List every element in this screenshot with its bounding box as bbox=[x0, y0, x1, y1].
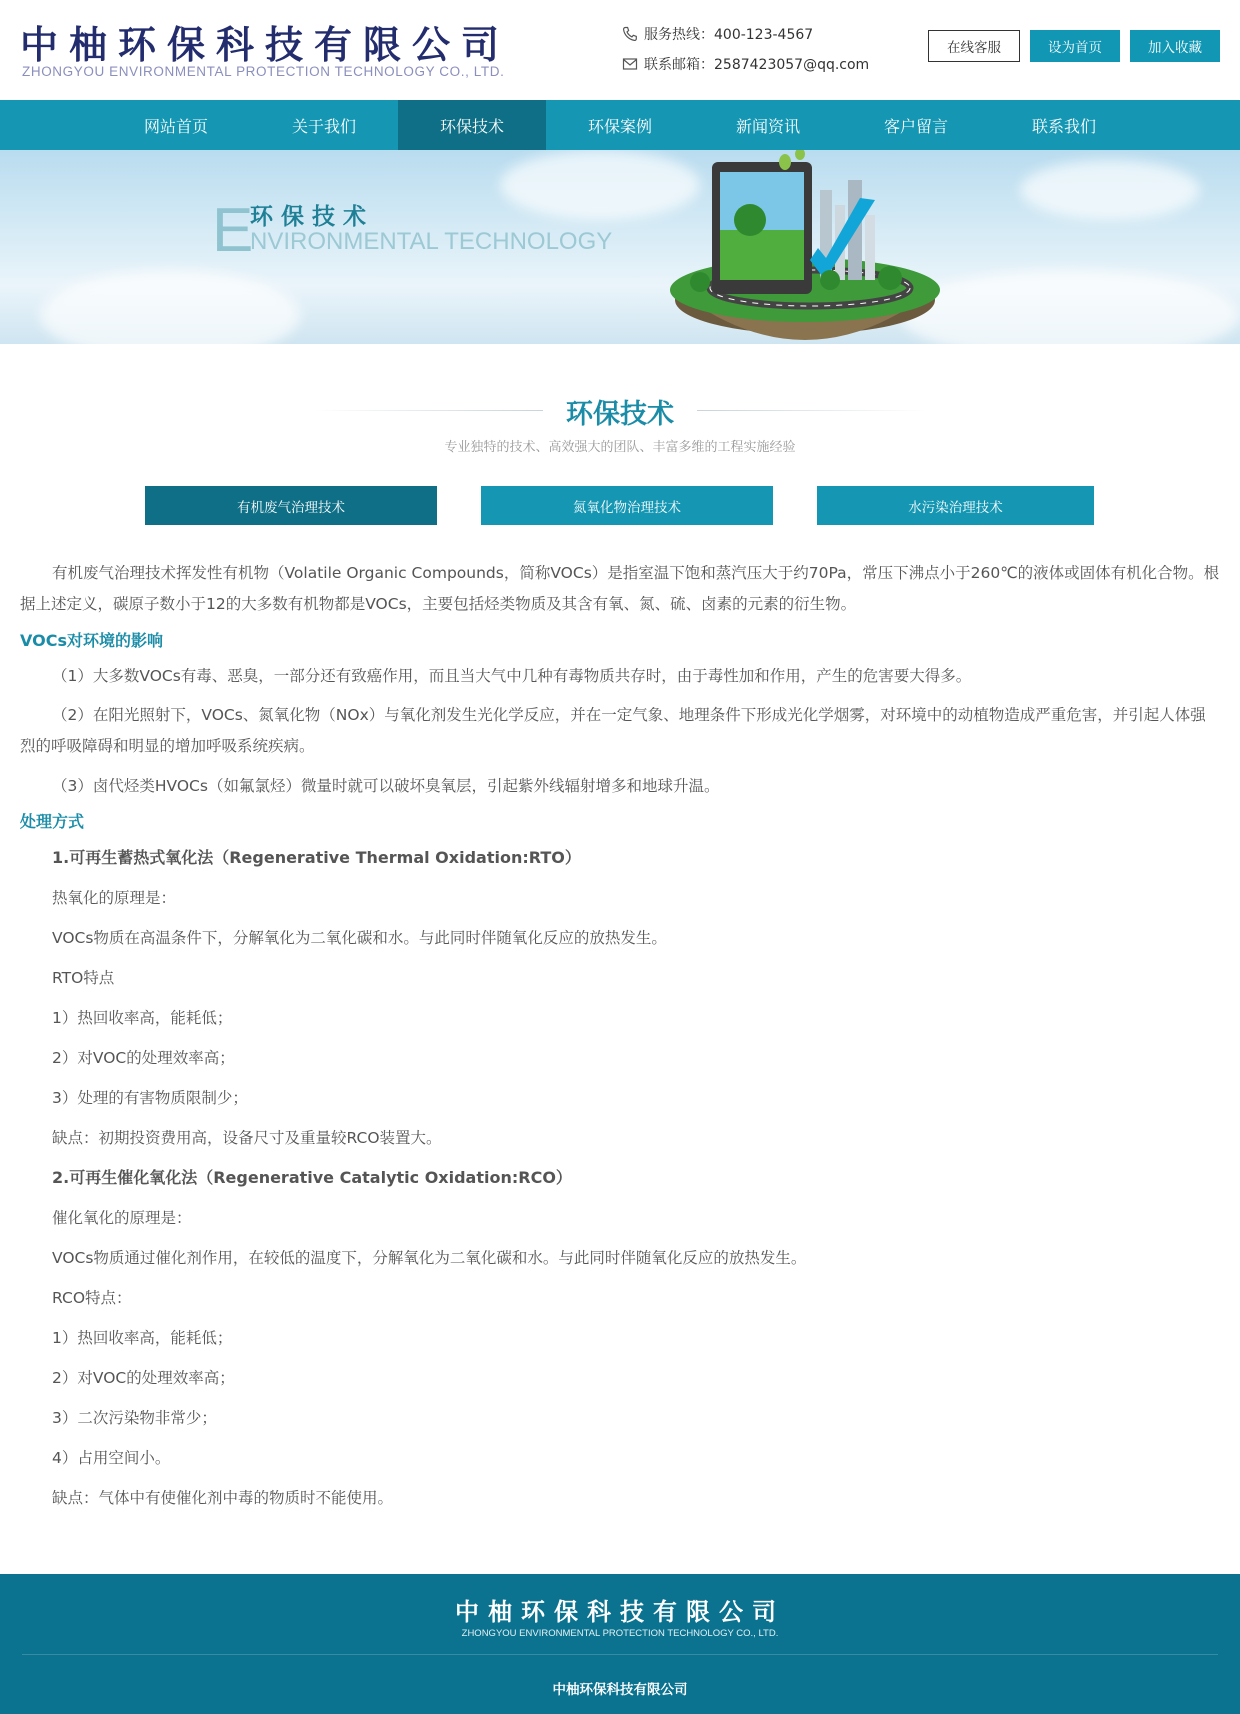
banner-cloud bbox=[900, 270, 1240, 344]
footer-company-en: ZHONGYOU ENVIRONMENTAL PROTECTION TECHNOLOGY CO., LTD. bbox=[461, 1628, 779, 1639]
add-favorite-button[interactable]: 加入收藏 bbox=[1130, 30, 1220, 62]
rto-feature-1: 1）热回收率高，能耗低； bbox=[52, 1009, 233, 1027]
section-title: 环保技术 bbox=[566, 399, 674, 430]
rco-feature-4: 4）占用空间小。 bbox=[52, 1449, 171, 1467]
banner-title-en: NVIRONMENTAL TECHNOLOGY bbox=[250, 228, 613, 255]
article-intro: 有机废气治理技术挥发性有机物（Volatile Organic Compounds，简称VOCs）是指室温下饱和蒸汽压大于约70Pa，常压下沸点小于260℃的液体或固体有机化合物。根据上述定义，碳原子数小于12的大多数有机物都是VOCs，主要包括烃类物质及其含有氧、氮、硫、卤素的元素的衍生物。 bbox=[20, 564, 1220, 613]
footer-divider bbox=[22, 1654, 1218, 1655]
banner-cloud bbox=[1020, 160, 1200, 220]
impact-heading: VOCs对环境的影响 bbox=[20, 631, 163, 650]
rco-principle: VOCs物质通过催化剂作用，在较低的温度下，分解氧化为二氧化碳和水。与此同时伴随氧化反应的放热发生。 bbox=[52, 1249, 807, 1267]
tab-organic-waste-gas[interactable]: 有机废气治理技术 bbox=[145, 486, 437, 525]
rco-features-label: RCO特点： bbox=[52, 1289, 132, 1307]
nav-item-news[interactable]: 新闻资讯 bbox=[735, 116, 800, 136]
banner-cloud bbox=[40, 270, 300, 344]
site-header bbox=[0, 0, 1240, 100]
rto-principle-label: 热氧化的原理是： bbox=[52, 889, 177, 907]
logo-subtitle: ZHONGYOU ENVIRONMENTAL PROTECTION TECHNOLOGY CO., LTD. bbox=[22, 64, 505, 79]
section-subtitle: 专业独特的技术、高效强大的团队、丰富多维的工程实施经验 bbox=[444, 440, 796, 455]
nav-item-home[interactable]: 网站首页 bbox=[143, 116, 208, 136]
mail-icon bbox=[622, 56, 638, 72]
impact-item-1: （1）大多数VOCs有毒、恶臭，一部分还有致癌作用，而且当大气中几种有毒物质共存时，由于毒性加和作用，产生的危害要大得多。 bbox=[52, 667, 972, 685]
online-service-button[interactable]: 在线客服 bbox=[928, 30, 1020, 62]
impact-item-2: （2）在阳光照射下，VOCs、氮氧化物（NOx）与氧化剂发生光化学反应，并在一定气象、地理条件下形成光化学烟雾，对环境中的动植物造成严重危害，并引起人体强烈的呼吸障碍和明显的增加呼吸系统疾病。 bbox=[20, 706, 1206, 755]
nav-item-about[interactable]: 关于我们 bbox=[291, 116, 356, 136]
banner-title-cn: 环保技术 bbox=[250, 204, 374, 230]
rco-drawback: 缺点：气体中有使催化剂中毒的物质时不能使用。 bbox=[52, 1489, 394, 1507]
rco-feature-2: 2）对VOC的处理效率高； bbox=[52, 1369, 235, 1387]
rco-feature-3: 3）二次污染物非常少； bbox=[52, 1409, 217, 1427]
rto-title: 1.可再生蓄热式氧化法（Regenerative Thermal Oxidation:RTO） bbox=[52, 848, 581, 867]
rto-feature-3: 3）处理的有害物质限制少； bbox=[52, 1089, 248, 1107]
rto-feature-2: 2）对VOC的处理效率高； bbox=[52, 1049, 235, 1067]
hotline bbox=[622, 24, 813, 44]
logo-title[interactable]: 中柚环保科技有限公司 bbox=[20, 22, 511, 67]
floating-island-illustration bbox=[660, 150, 950, 344]
email-text: 联系邮箱：2587423057@qq.com bbox=[644, 57, 870, 73]
email-contact bbox=[622, 54, 869, 74]
hotline-text: 服务热线：400-123-4567 bbox=[644, 27, 814, 43]
nav-item-technology[interactable]: 环保技术 bbox=[398, 100, 546, 150]
rco-feature-1: 1）热回收率高，能耗低； bbox=[52, 1329, 233, 1347]
nav-item-contact[interactable]: 联系我们 bbox=[1031, 116, 1096, 136]
footer-company-cn: 中柚环保科技有限公司 bbox=[455, 1597, 785, 1626]
title-divider-right bbox=[697, 410, 927, 411]
tab-nitrogen-oxides[interactable]: 氮氧化物治理技术 bbox=[481, 486, 773, 525]
main-nav bbox=[0, 100, 1240, 150]
rto-principle: VOCs物质在高温条件下，分解氧化为二氧化碳和水。与此同时伴随氧化反应的放热发生。 bbox=[52, 929, 667, 947]
set-homepage-button[interactable]: 设为首页 bbox=[1030, 30, 1120, 62]
tab-water-pollution[interactable]: 水污染治理技术 bbox=[817, 486, 1094, 525]
rto-features-label: RTO特点 bbox=[52, 969, 115, 987]
nav-item-cases[interactable]: 环保案例 bbox=[587, 116, 652, 136]
page-banner bbox=[0, 150, 1240, 344]
method-heading: 处理方式 bbox=[20, 812, 85, 831]
nav-item-messages[interactable]: 客户留言 bbox=[883, 116, 948, 136]
rco-title: 2.可再生催化氧化法（Regenerative Catalytic Oxidation:RCO） bbox=[52, 1168, 572, 1187]
banner-letter-e: E bbox=[212, 196, 254, 265]
site-footer bbox=[0, 1574, 1240, 1714]
rto-drawback: 缺点：初期投资费用高，设备尺寸及重量较RCO装置大。 bbox=[52, 1129, 442, 1147]
rco-principle-label: 催化氧化的原理是： bbox=[52, 1209, 192, 1227]
impact-item-3: （3）卤代烃类HVOCs（如氟氯烃）微量时就可以破坏臭氧层，引起紫外线辐射增多和地球升温。 bbox=[52, 777, 720, 795]
phone-icon bbox=[622, 26, 638, 42]
footer-copyright: 中柚环保科技有限公司 bbox=[552, 1682, 688, 1698]
